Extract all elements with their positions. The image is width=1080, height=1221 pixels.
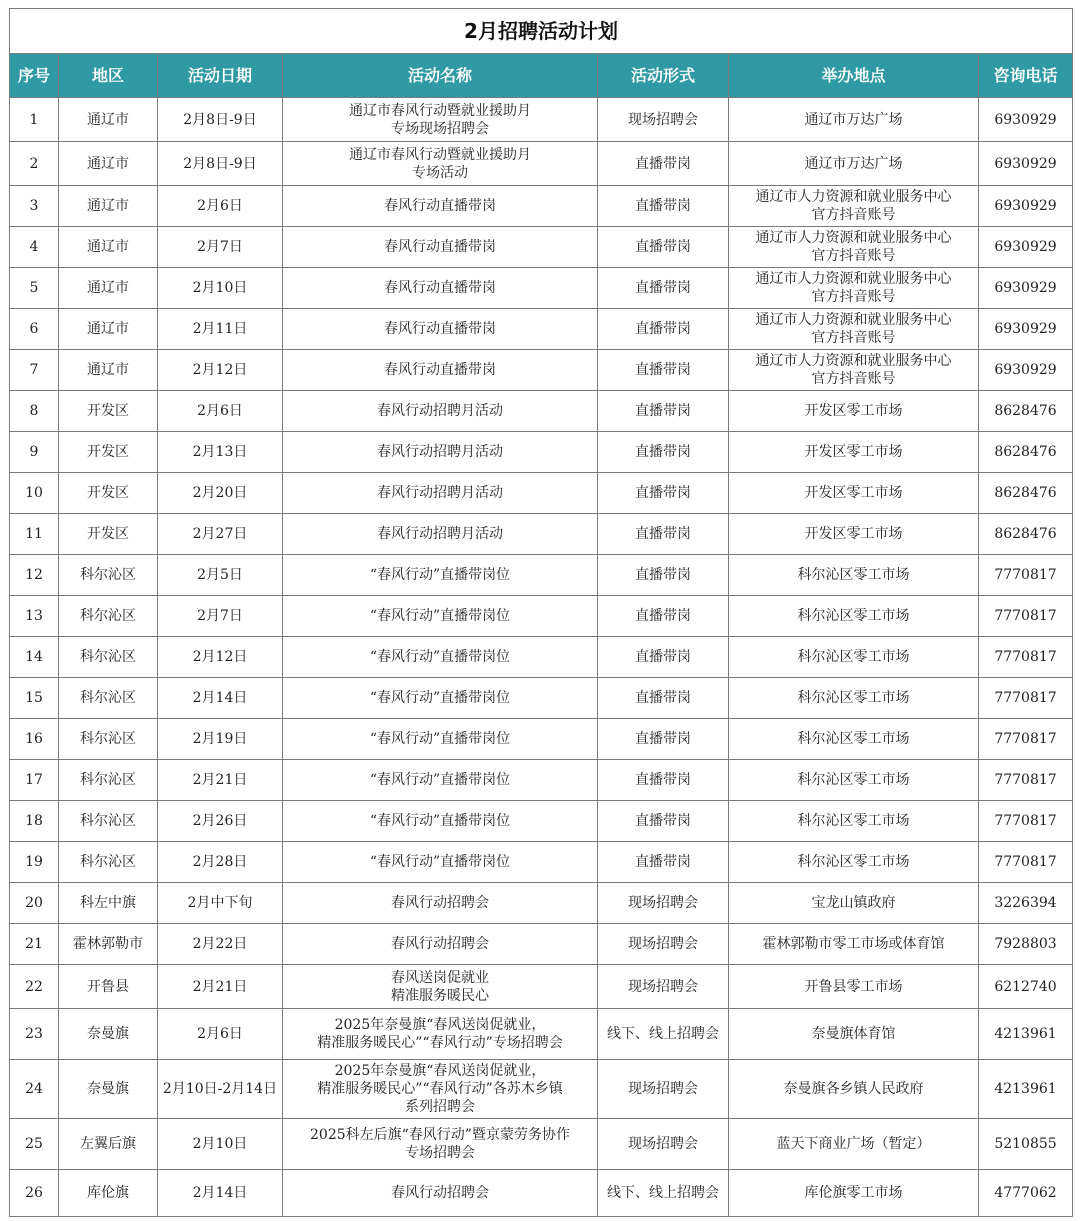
cell-venue: 蓝天下商业广场（暂定） (729, 1119, 979, 1170)
recruitment-table (9, 8, 1073, 1217)
cell-format: 直播带岗 (598, 309, 729, 350)
table-row (10, 1170, 1073, 1217)
header-activity-name: 活动名称 (283, 54, 598, 98)
cell-region: 奈曼旗 (59, 1009, 158, 1060)
table-row (10, 924, 1073, 965)
cell-region: 奈曼旗 (59, 1060, 158, 1119)
cell-index: 3 (10, 186, 59, 227)
cell-phone: 7770817 (979, 842, 1073, 883)
cell-venue: 通辽市人力资源和就业服务中心 官方抖音账号 (729, 186, 979, 227)
cell-activity-name: 春风行动招聘月活动 (283, 391, 598, 432)
header-index: 序号 (10, 54, 59, 98)
cell-region: 科尔沁区 (59, 842, 158, 883)
cell-venue: 科尔沁区零工市场 (729, 801, 979, 842)
cell-phone: 8628476 (979, 432, 1073, 473)
cell-activity-name: 春风行动招聘会 (283, 1170, 598, 1217)
cell-phone: 6930929 (979, 268, 1073, 309)
cell-phone: 6930929 (979, 142, 1073, 186)
cell-format: 直播带岗 (598, 268, 729, 309)
cell-venue: 开鲁县零工市场 (729, 965, 979, 1009)
cell-venue: 通辽市人力资源和就业服务中心 官方抖音账号 (729, 350, 979, 391)
cell-activity-name: “春风行动”直播带岗位 (283, 555, 598, 596)
cell-index: 17 (10, 760, 59, 801)
cell-date: 2月27日 (158, 514, 283, 555)
cell-format: 直播带岗 (598, 555, 729, 596)
cell-date: 2月14日 (158, 678, 283, 719)
cell-format: 直播带岗 (598, 391, 729, 432)
cell-format: 直播带岗 (598, 842, 729, 883)
cell-date: 2月10日 (158, 268, 283, 309)
table-row (10, 350, 1073, 391)
cell-index: 4 (10, 227, 59, 268)
cell-region: 科尔沁区 (59, 555, 158, 596)
table-row (10, 514, 1073, 555)
cell-venue: 通辽市万达广场 (729, 98, 979, 142)
cell-format: 直播带岗 (598, 637, 729, 678)
cell-date: 2月6日 (158, 186, 283, 227)
cell-phone: 6930929 (979, 350, 1073, 391)
header-region: 地区 (59, 54, 158, 98)
cell-region: 通辽市 (59, 227, 158, 268)
cell-region: 通辽市 (59, 350, 158, 391)
cell-phone: 4213961 (979, 1009, 1073, 1060)
cell-activity-name: 2025年奈曼旗“春风送岗促就业， 精准服务暖民心”“春风行动”各苏木乡镇 系列招聘会 (283, 1060, 598, 1119)
table-row (10, 391, 1073, 432)
cell-phone: 3226394 (979, 883, 1073, 924)
cell-phone: 7770817 (979, 719, 1073, 760)
cell-date: 2月21日 (158, 760, 283, 801)
cell-date: 2月19日 (158, 719, 283, 760)
cell-index: 16 (10, 719, 59, 760)
cell-region: 科左中旗 (59, 883, 158, 924)
cell-index: 15 (10, 678, 59, 719)
cell-format: 直播带岗 (598, 186, 729, 227)
cell-index: 18 (10, 801, 59, 842)
cell-index: 2 (10, 142, 59, 186)
cell-format: 直播带岗 (598, 514, 729, 555)
table-row (10, 883, 1073, 924)
header-row (10, 54, 1073, 98)
cell-venue: 通辽市人力资源和就业服务中心 官方抖音账号 (729, 309, 979, 350)
cell-venue: 奈曼旗各乡镇人民政府 (729, 1060, 979, 1119)
cell-region: 通辽市 (59, 142, 158, 186)
cell-phone: 6930929 (979, 98, 1073, 142)
cell-index: 21 (10, 924, 59, 965)
cell-venue: 宝龙山镇政府 (729, 883, 979, 924)
cell-phone: 6930929 (979, 227, 1073, 268)
cell-region: 霍林郭勒市 (59, 924, 158, 965)
table-row (10, 1119, 1073, 1170)
cell-index: 24 (10, 1060, 59, 1119)
cell-index: 8 (10, 391, 59, 432)
cell-venue: 科尔沁区零工市场 (729, 842, 979, 883)
cell-phone: 7770817 (979, 801, 1073, 842)
cell-date: 2月7日 (158, 596, 283, 637)
cell-format: 现场招聘会 (598, 965, 729, 1009)
cell-index: 23 (10, 1009, 59, 1060)
cell-index: 9 (10, 432, 59, 473)
cell-activity-name: “春风行动”直播带岗位 (283, 842, 598, 883)
cell-region: 通辽市 (59, 98, 158, 142)
table-row (10, 678, 1073, 719)
cell-region: 科尔沁区 (59, 719, 158, 760)
cell-format: 线下、线上招聘会 (598, 1170, 729, 1217)
cell-date: 2月7日 (158, 227, 283, 268)
cell-format: 直播带岗 (598, 801, 729, 842)
cell-index: 10 (10, 473, 59, 514)
cell-format: 直播带岗 (598, 596, 729, 637)
cell-date: 2月5日 (158, 555, 283, 596)
cell-venue: 通辽市人力资源和就业服务中心 官方抖音账号 (729, 227, 979, 268)
table-row (10, 227, 1073, 268)
cell-date: 2月21日 (158, 965, 283, 1009)
cell-phone: 7928803 (979, 924, 1073, 965)
cell-format: 线下、线上招聘会 (598, 1009, 729, 1060)
cell-region: 科尔沁区 (59, 678, 158, 719)
cell-index: 25 (10, 1119, 59, 1170)
cell-activity-name: 春风行动直播带岗 (283, 309, 598, 350)
cell-region: 开发区 (59, 473, 158, 514)
cell-phone: 4777062 (979, 1170, 1073, 1217)
cell-venue: 科尔沁区零工市场 (729, 760, 979, 801)
cell-venue: 科尔沁区零工市场 (729, 678, 979, 719)
title-row (10, 9, 1073, 54)
cell-format: 现场招聘会 (598, 883, 729, 924)
cell-region: 科尔沁区 (59, 801, 158, 842)
cell-venue: 科尔沁区零工市场 (729, 719, 979, 760)
cell-index: 7 (10, 350, 59, 391)
cell-venue: 科尔沁区零工市场 (729, 637, 979, 678)
cell-index: 11 (10, 514, 59, 555)
cell-phone: 7770817 (979, 637, 1073, 678)
cell-venue: 开发区零工市场 (729, 514, 979, 555)
cell-date: 2月28日 (158, 842, 283, 883)
cell-format: 现场招聘会 (598, 98, 729, 142)
cell-activity-name: 春风行动招聘月活动 (283, 473, 598, 514)
cell-venue: 奈曼旗体育馆 (729, 1009, 979, 1060)
table-row (10, 432, 1073, 473)
table-row (10, 98, 1073, 142)
cell-format: 现场招聘会 (598, 924, 729, 965)
table-row (10, 965, 1073, 1009)
cell-phone: 5210855 (979, 1119, 1073, 1170)
cell-format: 直播带岗 (598, 719, 729, 760)
cell-venue: 库伦旗零工市场 (729, 1170, 979, 1217)
cell-format: 现场招聘会 (598, 1060, 729, 1119)
table-row (10, 555, 1073, 596)
table-row (10, 760, 1073, 801)
cell-phone: 6930929 (979, 309, 1073, 350)
cell-index: 13 (10, 596, 59, 637)
table-row (10, 142, 1073, 186)
cell-index: 6 (10, 309, 59, 350)
cell-activity-name: “春风行动”直播带岗位 (283, 760, 598, 801)
cell-date: 2月13日 (158, 432, 283, 473)
table-row (10, 842, 1073, 883)
cell-venue: 通辽市万达广场 (729, 142, 979, 186)
cell-region: 通辽市 (59, 268, 158, 309)
cell-index: 26 (10, 1170, 59, 1217)
cell-format: 直播带岗 (598, 432, 729, 473)
table-row (10, 473, 1073, 514)
cell-phone: 4213961 (979, 1060, 1073, 1119)
cell-phone: 6930929 (979, 186, 1073, 227)
cell-format: 直播带岗 (598, 142, 729, 186)
header-date: 活动日期 (158, 54, 283, 98)
cell-venue: 霍林郭勒市零工市场或体育馆 (729, 924, 979, 965)
cell-phone: 7770817 (979, 596, 1073, 637)
cell-index: 12 (10, 555, 59, 596)
cell-activity-name: 通辽市春风行动暨就业援助月 专场现场招聘会 (283, 98, 598, 142)
cell-phone: 7770817 (979, 555, 1073, 596)
cell-format: 直播带岗 (598, 227, 729, 268)
cell-date: 2月8日-9日 (158, 142, 283, 186)
table-row (10, 637, 1073, 678)
cell-date: 2月20日 (158, 473, 283, 514)
cell-index: 5 (10, 268, 59, 309)
header-venue: 举办地点 (729, 54, 979, 98)
cell-phone: 7770817 (979, 760, 1073, 801)
cell-date: 2月8日-9日 (158, 98, 283, 142)
cell-activity-name: 春风行动直播带岗 (283, 186, 598, 227)
cell-date: 2月14日 (158, 1170, 283, 1217)
cell-region: 开发区 (59, 432, 158, 473)
cell-index: 1 (10, 98, 59, 142)
cell-region: 开发区 (59, 514, 158, 555)
cell-index: 20 (10, 883, 59, 924)
cell-activity-name: 春风行动直播带岗 (283, 227, 598, 268)
table-title: 2月招聘活动计划 (10, 9, 1073, 54)
cell-format: 现场招聘会 (598, 1119, 729, 1170)
cell-phone: 6212740 (979, 965, 1073, 1009)
cell-date: 2月12日 (158, 637, 283, 678)
table-row (10, 596, 1073, 637)
cell-activity-name: “春风行动”直播带岗位 (283, 719, 598, 760)
cell-region: 开鲁县 (59, 965, 158, 1009)
cell-region: 科尔沁区 (59, 596, 158, 637)
cell-activity-name: 2025科左后旗“春风行动”暨京蒙劳务协作 专场招聘会 (283, 1119, 598, 1170)
cell-activity-name: 春风行动招聘月活动 (283, 514, 598, 555)
table-row (10, 309, 1073, 350)
table-row (10, 719, 1073, 760)
cell-date: 2月10日 (158, 1119, 283, 1170)
cell-region: 开发区 (59, 391, 158, 432)
cell-region: 通辽市 (59, 186, 158, 227)
cell-index: 14 (10, 637, 59, 678)
cell-format: 直播带岗 (598, 678, 729, 719)
cell-activity-name: “春风行动”直播带岗位 (283, 637, 598, 678)
cell-venue: 科尔沁区零工市场 (729, 596, 979, 637)
cell-date: 2月26日 (158, 801, 283, 842)
cell-venue: 开发区零工市场 (729, 473, 979, 514)
cell-format: 直播带岗 (598, 760, 729, 801)
cell-index: 19 (10, 842, 59, 883)
cell-venue: 开发区零工市场 (729, 391, 979, 432)
cell-region: 通辽市 (59, 309, 158, 350)
table-row (10, 1009, 1073, 1060)
header-phone: 咨询电话 (979, 54, 1073, 98)
cell-date: 2月10日-2月14日 (158, 1060, 283, 1119)
cell-format: 直播带岗 (598, 473, 729, 514)
header-format: 活动形式 (598, 54, 729, 98)
cell-phone: 8628476 (979, 473, 1073, 514)
table-row (10, 186, 1073, 227)
cell-date: 2月6日 (158, 391, 283, 432)
cell-activity-name: “春风行动”直播带岗位 (283, 596, 598, 637)
cell-phone: 8628476 (979, 391, 1073, 432)
cell-activity-name: “春风行动”直播带岗位 (283, 801, 598, 842)
cell-region: 科尔沁区 (59, 760, 158, 801)
recruitment-plan-sheet (9, 8, 1072, 1217)
cell-date: 2月12日 (158, 350, 283, 391)
table-row (10, 268, 1073, 309)
cell-region: 科尔沁区 (59, 637, 158, 678)
cell-activity-name: 春风行动招聘月活动 (283, 432, 598, 473)
cell-format: 直播带岗 (598, 350, 729, 391)
cell-index: 22 (10, 965, 59, 1009)
cell-activity-name: 2025年奈曼旗“春风送岗促就业， 精准服务暖民心”“春风行动”专场招聘会 (283, 1009, 598, 1060)
cell-activity-name: 春风行动直播带岗 (283, 350, 598, 391)
cell-activity-name: 通辽市春风行动暨就业援助月 专场活动 (283, 142, 598, 186)
cell-phone: 7770817 (979, 678, 1073, 719)
cell-activity-name: 春风行动直播带岗 (283, 268, 598, 309)
cell-date: 2月22日 (158, 924, 283, 965)
cell-phone: 8628476 (979, 514, 1073, 555)
cell-venue: 开发区零工市场 (729, 432, 979, 473)
cell-date: 2月6日 (158, 1009, 283, 1060)
cell-activity-name: 春风行动招聘会 (283, 924, 598, 965)
table-row (10, 801, 1073, 842)
cell-date: 2月11日 (158, 309, 283, 350)
cell-region: 左翼后旗 (59, 1119, 158, 1170)
cell-activity-name: 春风行动招聘会 (283, 883, 598, 924)
cell-date: 2月中下旬 (158, 883, 283, 924)
table-body (10, 98, 1073, 1217)
cell-venue: 通辽市人力资源和就业服务中心 官方抖音账号 (729, 268, 979, 309)
cell-activity-name: “春风行动”直播带岗位 (283, 678, 598, 719)
cell-activity-name: 春风送岗促就业 精准服务暖民心 (283, 965, 598, 1009)
cell-venue: 科尔沁区零工市场 (729, 555, 979, 596)
table-row (10, 1060, 1073, 1119)
cell-region: 库伦旗 (59, 1170, 158, 1217)
